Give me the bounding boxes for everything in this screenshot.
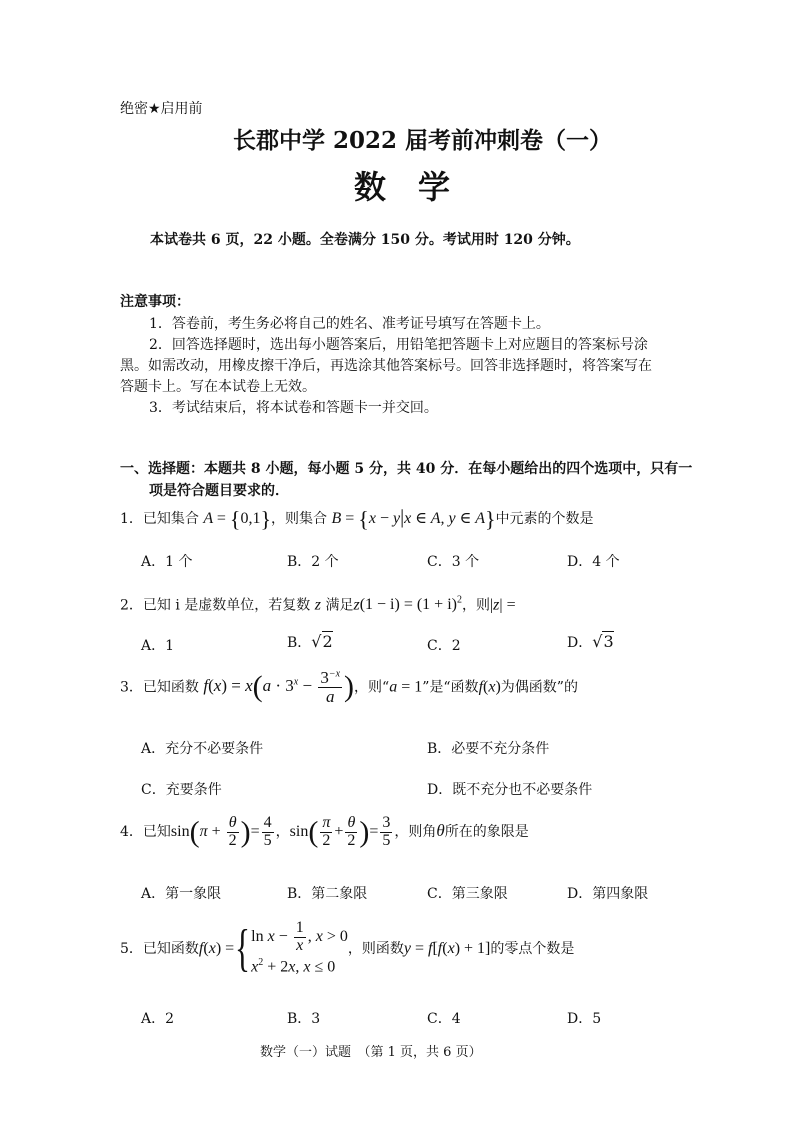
option-b: B．2 个 bbox=[287, 554, 339, 570]
option-a: A．充分不必要条件 bbox=[141, 741, 264, 757]
q3-text-pre: 已知函数 bbox=[142, 679, 199, 696]
option-a: A．第一象限 bbox=[141, 886, 222, 902]
question-2 bbox=[120, 590, 516, 616]
section-heading-cont: 项是符合题目要求的． bbox=[149, 483, 289, 499]
question-number: 5． bbox=[120, 941, 143, 958]
q3-condition: a = 1 bbox=[389, 678, 423, 696]
notes-item: 黑。如需改动，用橡皮擦干净后，再选涂其他答案标号。回答非选择题时，将答案写在 bbox=[120, 358, 652, 374]
question-number: 4． bbox=[120, 823, 143, 840]
sqrt-radicand: 2 bbox=[322, 632, 333, 651]
q2-text-mid: 满足 bbox=[325, 597, 354, 614]
q5-text-pre: 已知函数 bbox=[142, 941, 199, 958]
exam-summary: 本试卷共 6 页，22 小题。全卷满分 150 分。考试用时 120 分钟。 bbox=[150, 232, 580, 248]
option-b: B．必要不充分条件 bbox=[427, 741, 550, 757]
q5-text-mid: ，则函数 bbox=[347, 941, 404, 958]
q5-text-post: 的零点个数是 bbox=[490, 941, 575, 958]
option-b: B．3 bbox=[287, 1011, 321, 1027]
sqrt-radicand: 3 bbox=[603, 632, 614, 651]
option-d: D．5 bbox=[567, 1011, 602, 1027]
option-c: C．2 bbox=[427, 638, 461, 654]
option-d: D．既不充分也不必要条件 bbox=[427, 782, 593, 798]
notes-item: 2．回答选择题时，选出每小题答案后，用铅笔把答题卡上对应题目的答案标号涂 bbox=[149, 337, 648, 353]
option-b: B．√2 bbox=[287, 632, 333, 651]
q3-fx: f(x) bbox=[478, 678, 501, 696]
option-a: A．2 bbox=[141, 1011, 175, 1027]
option-c: C．4 bbox=[427, 1011, 461, 1027]
option-d: D．第四象限 bbox=[567, 886, 649, 902]
question-number: 2． bbox=[120, 597, 143, 614]
q3-text-mid2: ”是“函数 bbox=[422, 679, 479, 696]
option-a: A．1 bbox=[141, 638, 175, 654]
subject-title: 数 学 bbox=[354, 168, 451, 206]
q4-separator: ， bbox=[275, 823, 290, 840]
q4-text-mid: ，则角 bbox=[394, 823, 437, 840]
section-heading: 一、选择题：本题共 8 小题，每小题 5 分，共 40 分．在每小题给出的四个选项中，只有一 bbox=[120, 461, 693, 477]
option-d: D．4 个 bbox=[567, 554, 620, 570]
q2-modulus: |z| = bbox=[489, 596, 516, 614]
q4-text-post: 所在的象限是 bbox=[444, 823, 529, 840]
option-label: D． bbox=[567, 635, 593, 651]
q1-set-a: A = {0,1} bbox=[203, 506, 272, 532]
question-1 bbox=[120, 506, 594, 530]
option-c: C．充要条件 bbox=[141, 782, 222, 798]
q2-z: z bbox=[314, 596, 321, 614]
q2-text-pre: 已知 i 是虚数单位，若复数 bbox=[142, 597, 311, 614]
notes-item: 3．考试结束后，将本试卷和答题卡一并交回。 bbox=[149, 400, 438, 416]
question-4 bbox=[120, 815, 529, 850]
option-a: A．1 个 bbox=[141, 554, 193, 570]
q1-text-post: 中元素的个数是 bbox=[495, 511, 594, 527]
q3-function: f(x) = x(a · 3$^x$ − $\frac{3^{-x}}{a}$ ) bbox=[203, 668, 355, 706]
notes-heading: 注意事项： bbox=[120, 294, 190, 310]
q3-text-post: 为偶函数”的 bbox=[500, 679, 578, 696]
option-c: C．第三象限 bbox=[427, 886, 508, 902]
question-5 bbox=[120, 920, 574, 979]
q4-text-pre: 已知 bbox=[142, 823, 171, 840]
q4-theta: θ bbox=[436, 820, 445, 840]
q3-text-mid1: ，则“ bbox=[354, 679, 390, 696]
notes-item: 答题卡上。写在本试卷上无效。 bbox=[120, 379, 316, 395]
option-label: B． bbox=[287, 635, 312, 651]
page-footer: 数学（一）试题 （第 1 页，共 6 页） bbox=[260, 1045, 482, 1060]
secret-label: 绝密★启用前 bbox=[120, 101, 203, 117]
notes-item: 1．答卷前，考生务必将自己的姓名、准考证号填写在答题卡上。 bbox=[149, 316, 550, 332]
q4-equation-2: sin( $\frac{\pi}{2}$ + $\frac{\theta}{2}$ )= $\frac{3}{5}$ bbox=[289, 814, 391, 849]
exam-title: 长郡中学 2022 届考前冲刺卷（一） bbox=[233, 127, 613, 154]
question-3 bbox=[120, 669, 578, 706]
q1-set-b: B = {x − y|x ∈ A, y ∈ A} bbox=[331, 506, 496, 532]
option-b: B．第二象限 bbox=[287, 886, 368, 902]
question-number: 1． bbox=[120, 511, 143, 527]
q5-function: f(x) ={ ln x − $\frac{1}{x}$ , x > 0 $x^2 + 2x$, x ≤ 0 bbox=[198, 919, 348, 978]
q2-equation: $z(1 - i) = (1 + i)^2$ bbox=[353, 595, 462, 614]
q5-composite: y = f[f(x) + 1] bbox=[403, 940, 491, 958]
q2-text-post: ，则 bbox=[461, 597, 490, 614]
option-c: C．3 个 bbox=[427, 554, 480, 570]
question-number: 3． bbox=[120, 679, 143, 696]
option-d: D．√3 bbox=[567, 632, 614, 651]
q4-equation-1: sin(π + $\frac{\theta}{2}$ )= $\frac{4}{5}$ bbox=[170, 814, 272, 849]
q1-text-pre: 已知集合 bbox=[142, 511, 199, 527]
q1-text-mid: ，则集合 bbox=[271, 511, 328, 527]
